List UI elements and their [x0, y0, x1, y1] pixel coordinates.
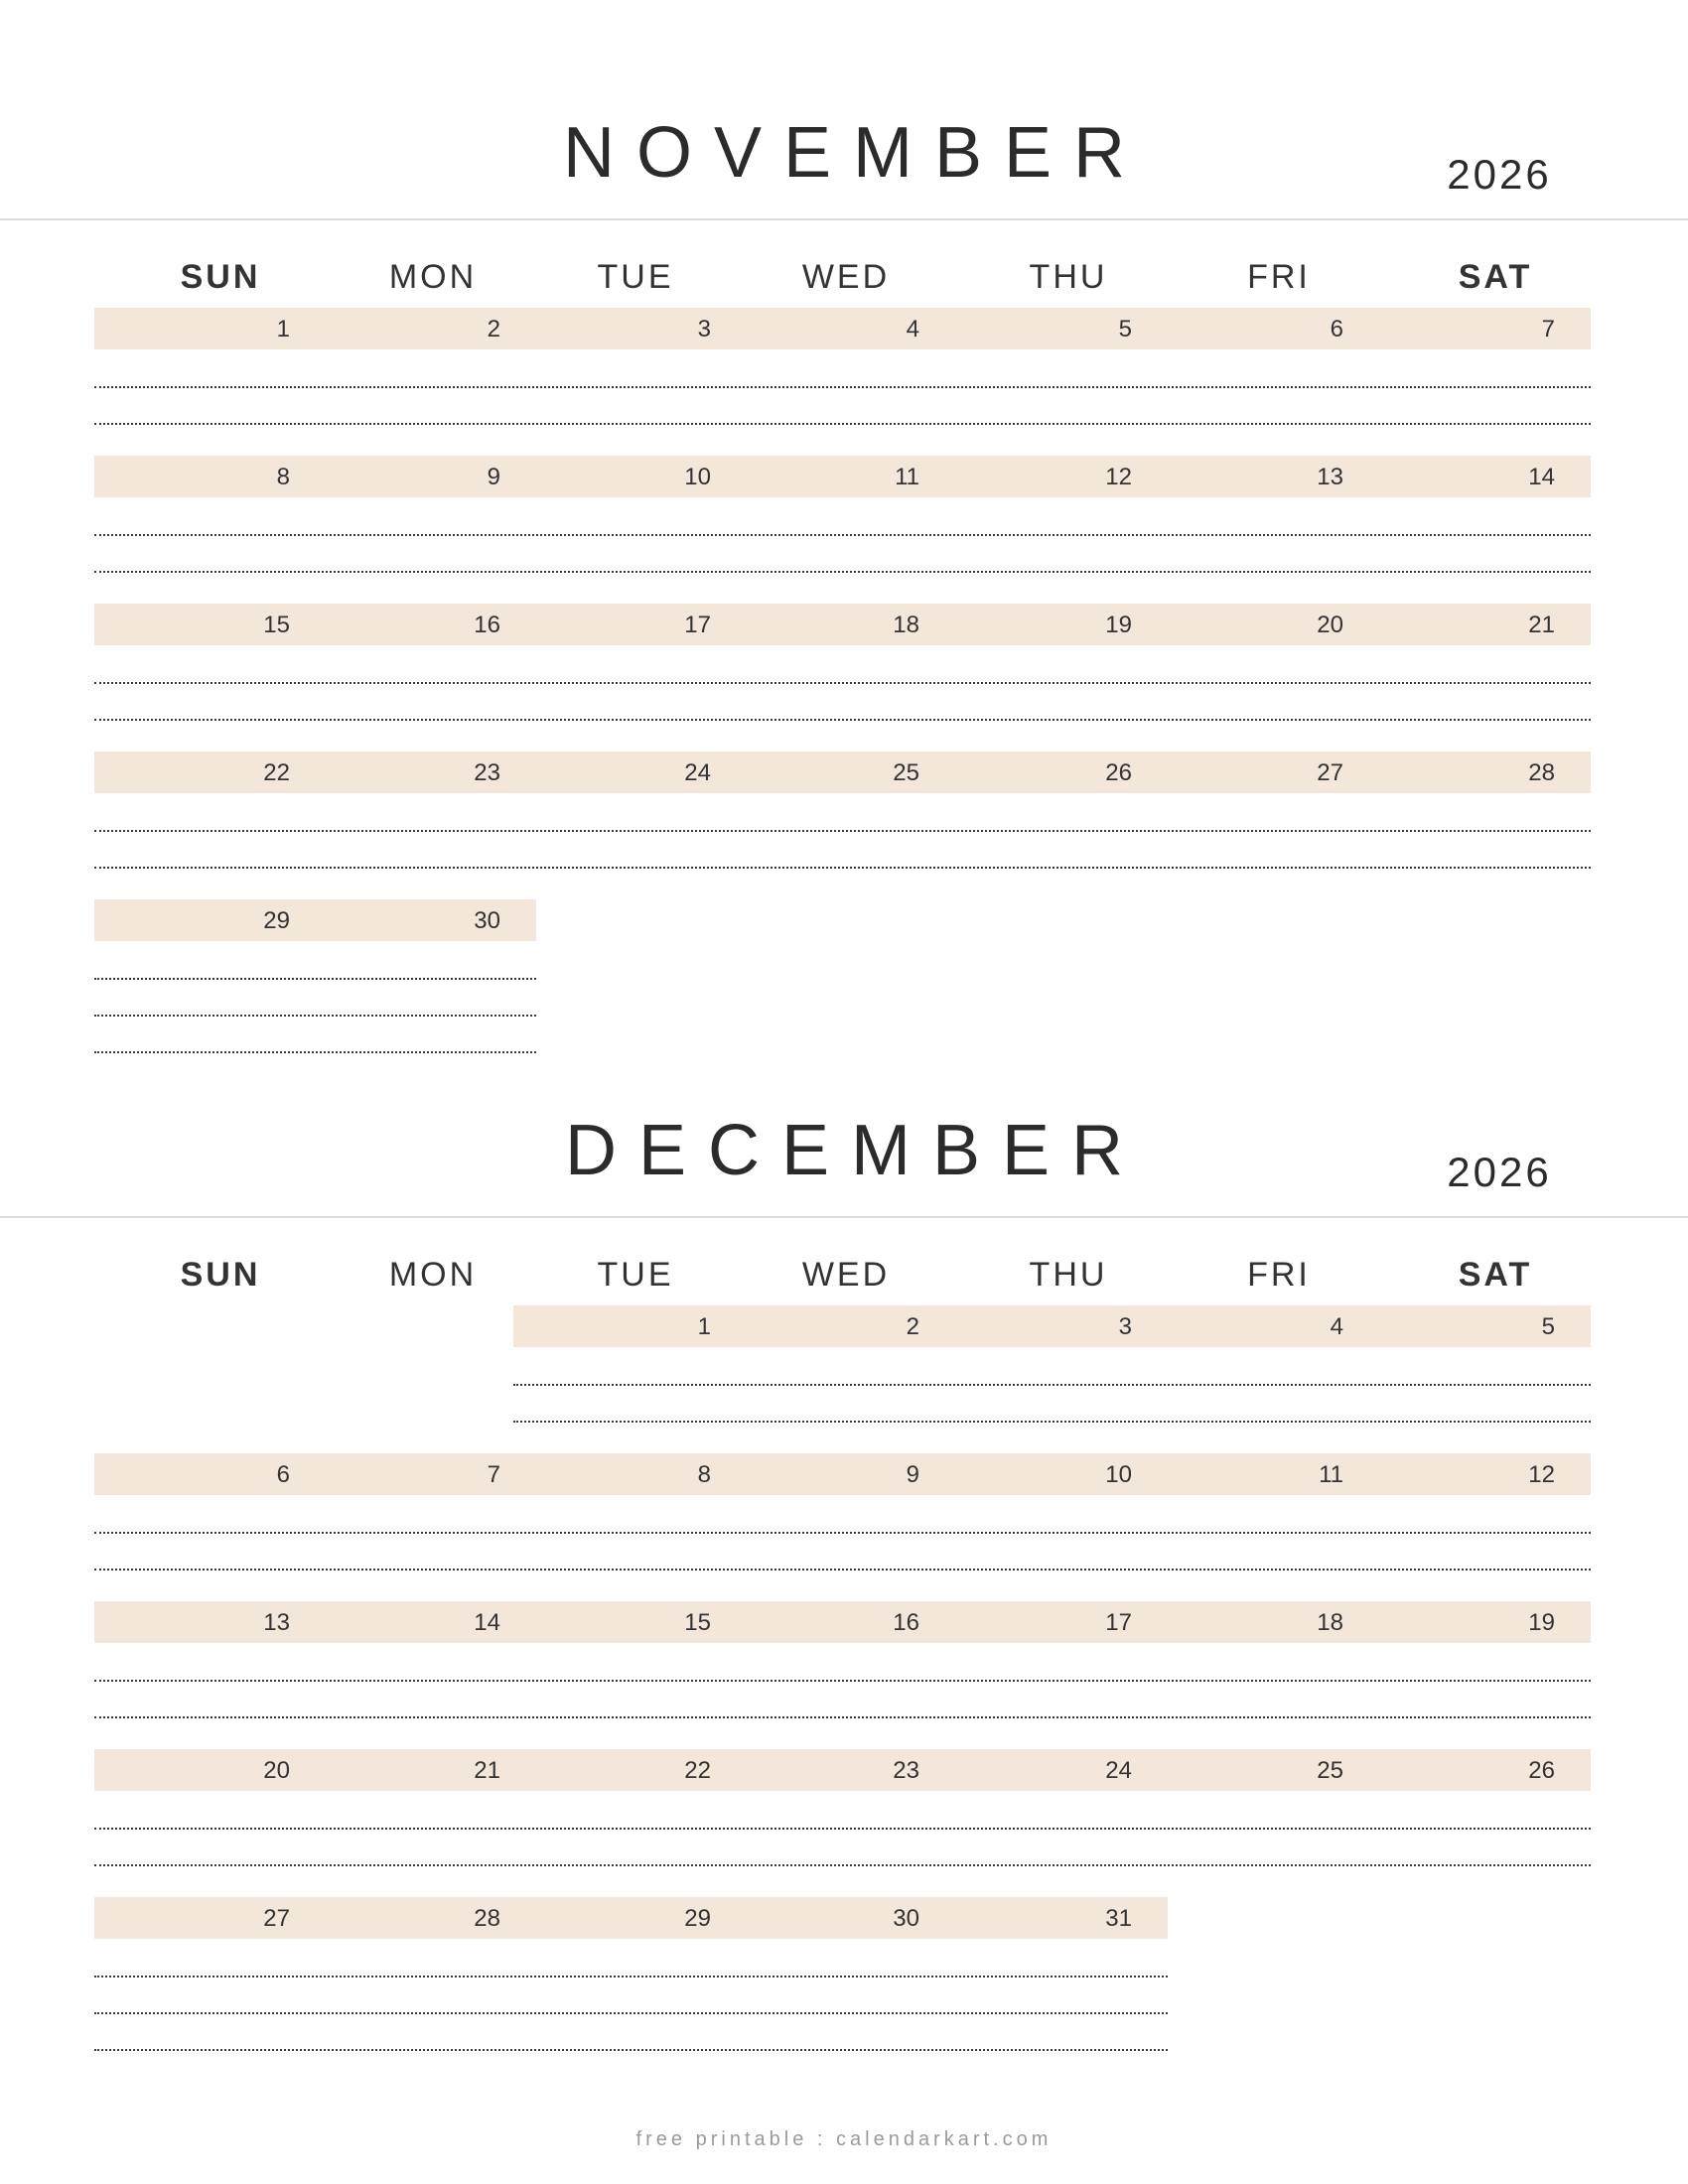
day-number: 18 [893, 612, 919, 638]
day-number: 19 [1528, 1609, 1555, 1636]
weekday-header-mon: MON [388, 1256, 478, 1294]
weekday-header-fri: FRI [1247, 258, 1311, 296]
day-number: 3 [697, 316, 711, 342]
day-number: 8 [697, 1461, 711, 1488]
day-number: 30 [474, 907, 500, 934]
day-number: 26 [1105, 759, 1132, 786]
note-line [94, 2012, 1168, 2014]
day-number: 25 [893, 759, 919, 786]
day-number: 24 [1105, 1757, 1132, 1784]
day-number: 13 [263, 1609, 290, 1636]
week-row-band [94, 1453, 1591, 1495]
month-december [0, 998, 1688, 1990]
week-row-band [94, 456, 1591, 497]
day-number: 12 [1528, 1461, 1555, 1488]
day-number: 28 [474, 1905, 500, 1932]
note-line [94, 1864, 1591, 1866]
day-number: 15 [263, 612, 290, 638]
day-number: 3 [1118, 1313, 1132, 1340]
day-number: 22 [684, 1757, 711, 1784]
day-number: 11 [1319, 1461, 1343, 1488]
note-line [94, 423, 1591, 425]
day-number: 11 [895, 464, 919, 490]
day-number: 6 [276, 1461, 290, 1488]
day-number: 31 [1105, 1905, 1132, 1932]
weekday-header-mon: MON [388, 258, 478, 296]
note-line [94, 1680, 1591, 1682]
day-number: 20 [1317, 612, 1343, 638]
day-number: 2 [906, 1313, 919, 1340]
day-number: 15 [684, 1609, 711, 1636]
week-row-band [94, 751, 1591, 793]
weekday-header-sat: SAT [1458, 1256, 1533, 1294]
day-number: 21 [474, 1757, 500, 1784]
week-row-band [94, 1601, 1591, 1643]
note-line [94, 682, 1591, 684]
day-number: 2 [487, 316, 500, 342]
note-line [94, 1532, 1591, 1534]
note-line [94, 978, 536, 980]
day-number: 8 [276, 464, 290, 490]
day-number: 13 [1317, 464, 1343, 490]
weekday-header-thu: THU [1029, 258, 1108, 296]
day-number: 28 [1528, 759, 1555, 786]
month-november [0, 0, 1688, 993]
note-line [94, 1569, 1591, 1570]
week-row-band [94, 604, 1591, 645]
note-line [94, 719, 1591, 721]
month-title: DECEMBER [564, 1111, 1146, 1190]
footer-credit: free printable : calendarkart.com [635, 2128, 1053, 2150]
month-title: NOVEMBER [562, 113, 1148, 193]
note-line [94, 386, 1591, 388]
day-number: 7 [1541, 316, 1555, 342]
day-number: 1 [697, 1313, 711, 1340]
day-number: 6 [1330, 316, 1343, 342]
day-number: 17 [684, 612, 711, 638]
note-line [94, 571, 1591, 573]
day-number: 26 [1528, 1757, 1555, 1784]
day-number: 16 [893, 1609, 919, 1636]
day-number: 12 [1105, 464, 1132, 490]
weekday-header-sun: SUN [180, 1256, 261, 1294]
day-number: 27 [1317, 759, 1343, 786]
day-number: 23 [893, 1757, 919, 1784]
day-number: 22 [263, 759, 290, 786]
note-line [94, 830, 1591, 832]
day-number: 18 [1317, 1609, 1343, 1636]
day-number: 10 [1105, 1461, 1132, 1488]
note-line [513, 1384, 1591, 1386]
day-number: 29 [263, 907, 290, 934]
note-line [94, 1716, 1591, 1718]
day-number: 16 [474, 612, 500, 638]
week-row-band [94, 308, 1591, 349]
note-line [94, 867, 1591, 869]
weekday-header-thu: THU [1029, 1256, 1108, 1294]
day-number: 20 [263, 1757, 290, 1784]
day-number: 9 [906, 1461, 919, 1488]
day-number: 24 [684, 759, 711, 786]
day-number: 4 [1330, 1313, 1343, 1340]
day-number: 9 [487, 464, 500, 490]
month-year: 2026 [1447, 151, 1552, 198]
weekday-header-tue: TUE [597, 1256, 674, 1294]
weekday-header-sat: SAT [1458, 258, 1533, 296]
day-number: 14 [1528, 464, 1555, 490]
note-line [513, 1421, 1591, 1423]
day-number: 30 [893, 1905, 919, 1932]
title-divider [0, 218, 1688, 220]
note-line [94, 1828, 1591, 1830]
day-number: 17 [1105, 1609, 1132, 1636]
day-number: 25 [1317, 1757, 1343, 1784]
day-number: 19 [1105, 612, 1132, 638]
day-number: 5 [1541, 1313, 1555, 1340]
month-year: 2026 [1447, 1149, 1552, 1195]
day-number: 7 [487, 1461, 500, 1488]
day-number: 14 [474, 1609, 500, 1636]
weekday-header-wed: WED [801, 1256, 891, 1294]
day-number: 4 [906, 316, 919, 342]
note-line [94, 1976, 1168, 1978]
week-row-band [94, 1749, 1591, 1791]
day-number: 23 [474, 759, 500, 786]
weekday-header-wed: WED [801, 258, 891, 296]
note-line [94, 2049, 1168, 2051]
weekday-header-fri: FRI [1247, 1256, 1311, 1294]
note-line [94, 534, 1591, 536]
weekday-header-tue: TUE [597, 258, 674, 296]
day-number: 1 [276, 316, 290, 342]
day-number: 5 [1118, 316, 1132, 342]
weekday-header-sun: SUN [180, 258, 261, 296]
day-number: 10 [684, 464, 711, 490]
day-number: 29 [684, 1905, 711, 1932]
day-number: 27 [263, 1905, 290, 1932]
title-divider [0, 1216, 1688, 1218]
day-number: 21 [1528, 612, 1555, 638]
